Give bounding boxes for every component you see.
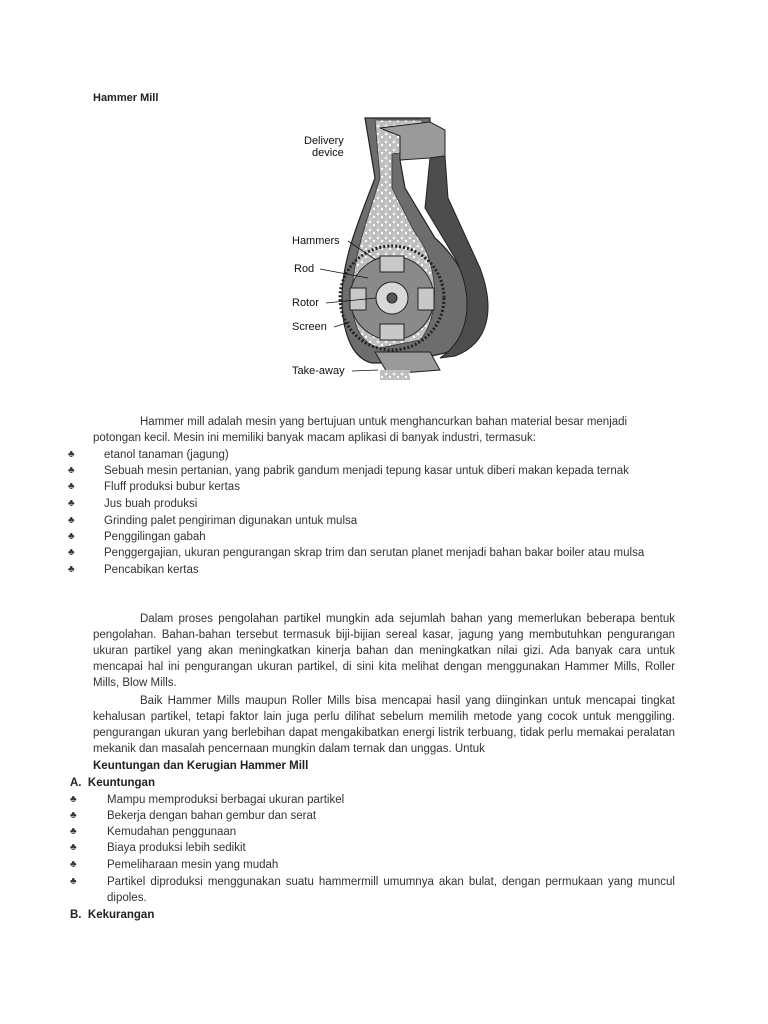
club-icon: ♣ [70,842,77,853]
section-a-heading: A. Keuntungan [70,777,155,789]
hammer-mill-diagram [280,108,500,388]
club-icon: ♣ [70,876,77,887]
club-icon: ♣ [68,515,75,526]
label-screen: Screen [292,321,327,333]
club-icon: ♣ [68,465,75,476]
intro-line-2: potongan kecil. Mesin ini memiliki banyak macam aplikasi di banyak industri, termasuk: [93,432,536,444]
rotor-hub [387,293,397,303]
label-take-away: Take-away [292,365,345,377]
club-icon: ♣ [68,547,75,558]
label-delivery: Delivery [304,135,344,147]
take-away-grains [380,370,410,380]
section-heading: Keuntungan dan Kerugian Hammer Mill [93,760,309,772]
label-hammers: Hammers [292,235,340,247]
club-icon: ♣ [68,531,75,542]
club-icon: ♣ [70,794,77,805]
club-icon: ♣ [70,859,77,870]
club-icon: ♣ [68,564,75,575]
page-title: Hammer Mill [93,92,159,104]
hammer [380,256,404,272]
label-rotor: Rotor [292,297,319,309]
club-icon: ♣ [70,826,77,837]
label-device: device [312,147,344,159]
club-icon: ♣ [68,481,75,492]
paragraph-1: Dalam proses pengolahan partikel mungkin ada sejumlah bahan yang memerlukan beberapa bentuk pengolahan. Bahan-bahan tersebut termasuk biji-bijian sereal kasar, jagung yang membutuhkan pengurangan ukuran partikel yang akan meningkatkan kinerja bahan dan meningkatkan nilai gizi. Ada banyak cara untuk mencapai hal ini pengurangan ukuran partikel, di sini kita melihat dengan menggunakan Hammer Mills, Roller Mills, Blow Mills. [93,613,675,689]
hammer [418,288,434,310]
leader-take-away [352,370,378,371]
intro-line-1: Hammer mill adalah mesin yang bertujuan untuk menghancurkan bahan material besar menjadi [140,416,628,428]
club-icon: ♣ [68,449,75,460]
club-icon: ♣ [70,810,77,821]
label-rod: Rod [294,263,315,275]
club-icon: ♣ [68,498,75,509]
paragraph-2: Baik Hammer Mills maupun Roller Mills bisa mencapai hasil yang diinginkan untuk mencapai tingkat kehalusan partikel, tetapi faktor lain juga perlu dilihat sebelum memilih metode yang cocok untuk menggiling. pengurangan ukuran yang berlebihan dapat mengakibatkan energi listrik terbuang, tidak perlu memakai peralatan mekanik dan masalah pencernaan mungkin dalam ternak dan unggas. Untuk [93,695,675,755]
hammer [380,324,404,340]
section-b-heading: B. Kekurangan [70,909,155,921]
